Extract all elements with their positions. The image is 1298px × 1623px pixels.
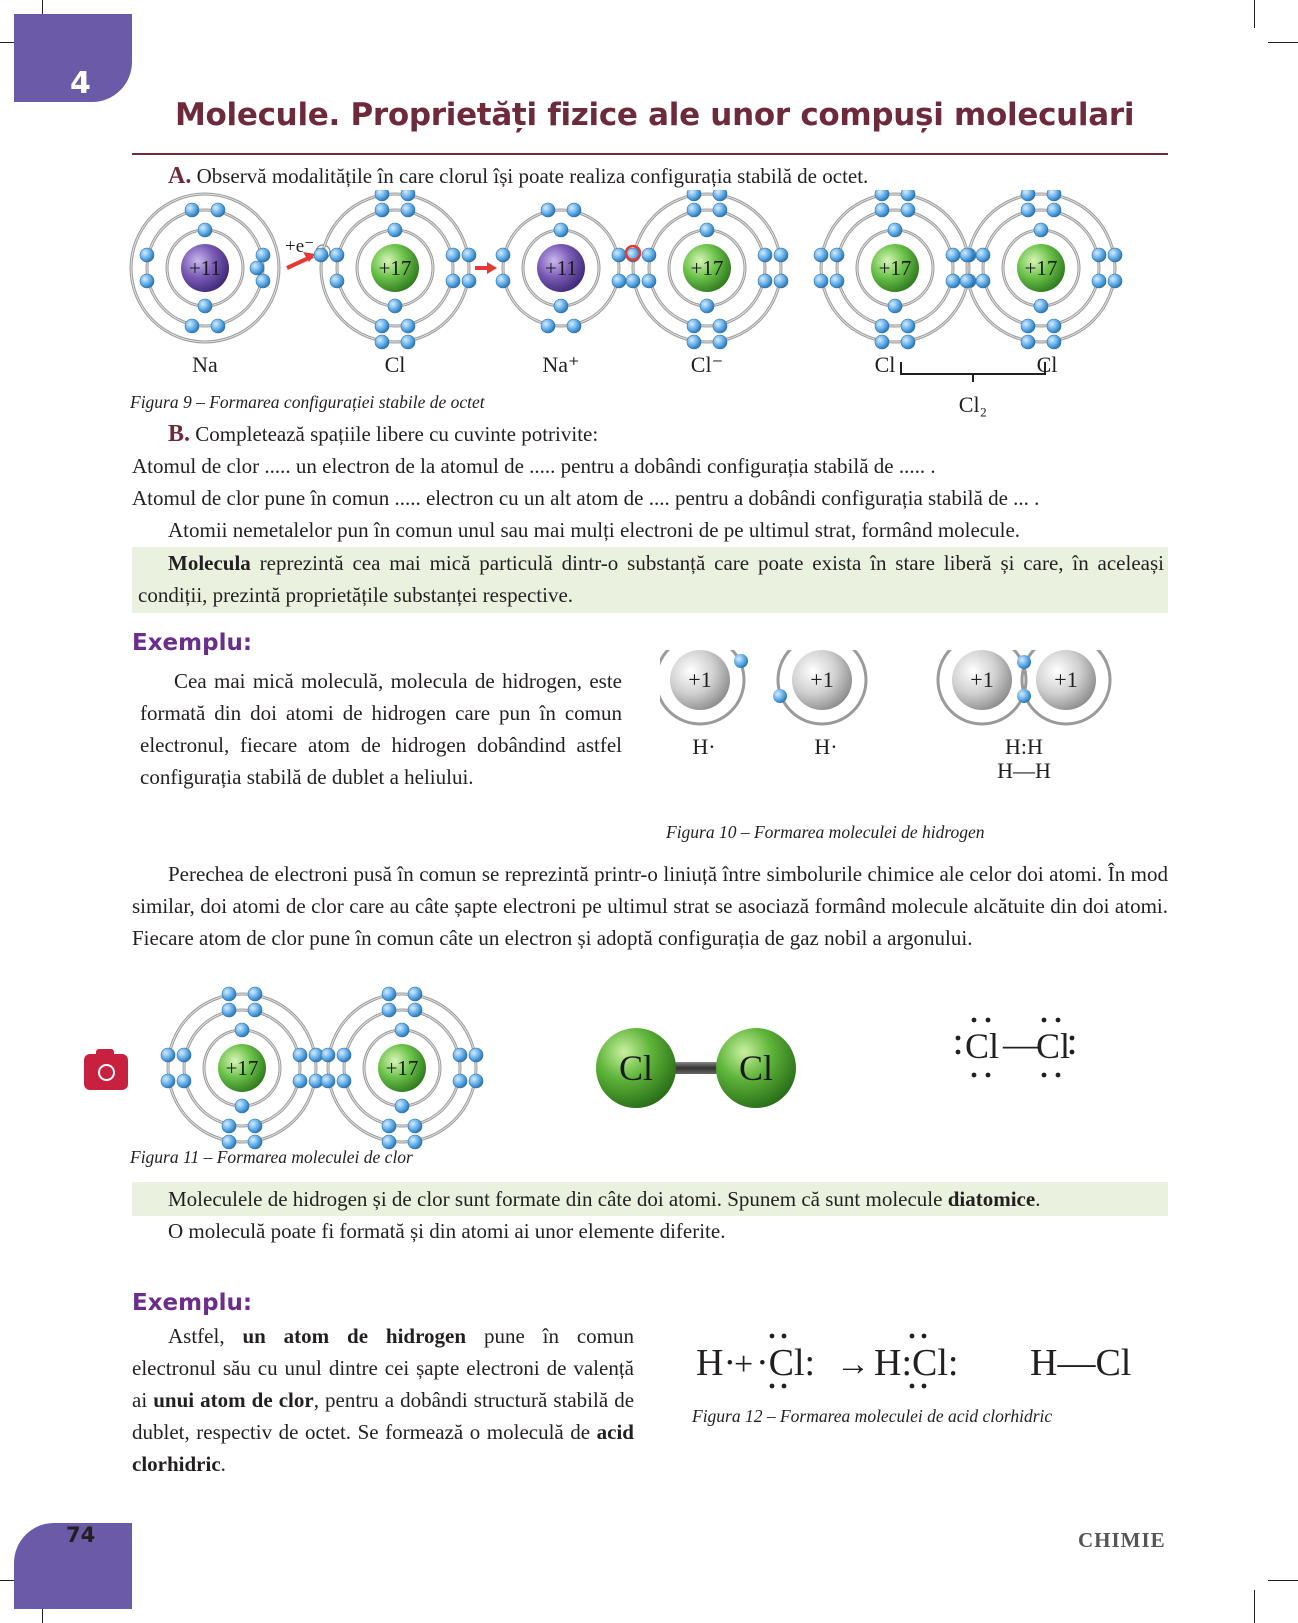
electron bbox=[1047, 335, 1061, 349]
electron bbox=[453, 1048, 467, 1062]
electron bbox=[375, 335, 389, 349]
molecule-bracket bbox=[901, 362, 1045, 382]
electron bbox=[496, 274, 510, 288]
electron bbox=[976, 274, 990, 288]
electron bbox=[375, 190, 389, 201]
nucleus-charge: +17 bbox=[690, 256, 724, 280]
electron bbox=[814, 248, 828, 262]
example-2-heading: Exemplu: bbox=[132, 1290, 253, 1316]
electron bbox=[700, 223, 714, 237]
electron bbox=[446, 248, 460, 262]
crop-mark bbox=[1268, 1580, 1298, 1581]
example-1-text: Cea mai mică moleculă, molecula de hidrogen, este formată din doi atomi de hidrogen care pun în comun electronul, fiecare atom de hidrogen dobândind astfel configurația stabilă de dublet a heliului. bbox=[140, 669, 622, 789]
electron bbox=[469, 1048, 483, 1062]
electron bbox=[946, 274, 960, 288]
lone-pair-dot bbox=[910, 1384, 915, 1389]
lewis-right-symbol: Cl bbox=[1036, 1026, 1071, 1066]
lone-pair-dot bbox=[972, 1018, 977, 1023]
exercise-line-2: Atomul de clor pune în comun ..... electron cu un alt atom de .... pentru a dobândi configurația stabilă de ... . bbox=[132, 486, 1040, 510]
diatomic-line-1 bbox=[168, 1183, 1040, 1215]
nucleus-charge: +17 bbox=[385, 1056, 419, 1080]
shared-electron bbox=[1017, 689, 1031, 703]
lone-pair-dot bbox=[770, 1334, 775, 1339]
electron bbox=[830, 248, 844, 262]
electron bbox=[888, 299, 902, 313]
nucleus-charge: +11 bbox=[188, 256, 222, 280]
crop-mark bbox=[1254, 1590, 1255, 1623]
electron bbox=[687, 190, 701, 201]
hydrogen-charge: +1 bbox=[970, 667, 994, 692]
electron bbox=[496, 248, 510, 262]
example-2-p2: pune în comun electronul său cu unul dintre cei șapte electroni de valență ai bbox=[132, 1324, 634, 1412]
electron bbox=[375, 203, 389, 217]
electron bbox=[1034, 299, 1048, 313]
lone-pair-dot bbox=[986, 1018, 991, 1023]
lone-pair-dot bbox=[1070, 1036, 1075, 1041]
nucleus-charge: +17 bbox=[878, 256, 912, 280]
example-2-b3: acid clorhidric bbox=[132, 1420, 634, 1476]
electron bbox=[293, 1048, 307, 1062]
atom-label: Cl⁻ bbox=[690, 352, 724, 377]
electron bbox=[1021, 190, 1035, 201]
figure-12-caption: Figura 12 – Formarea moleculei de acid clorhidric bbox=[692, 1406, 1053, 1426]
lone-pair-dot bbox=[782, 1384, 787, 1389]
electron bbox=[734, 654, 748, 668]
example-1-heading: Exemplu: bbox=[132, 630, 253, 656]
electron bbox=[395, 1099, 409, 1113]
electron-gain-label: +e⁻ bbox=[285, 236, 315, 257]
electron bbox=[248, 1003, 262, 1017]
electron bbox=[293, 1074, 307, 1088]
diatomic-term: diatomice bbox=[947, 1187, 1036, 1211]
electron bbox=[830, 274, 844, 288]
atom-label: Cl bbox=[874, 352, 896, 377]
lewis-structure-cl2 bbox=[956, 1018, 1075, 1078]
nucleus-charge: +11 bbox=[544, 256, 578, 280]
section-a-marker: A. bbox=[168, 163, 192, 189]
nucleus-charge: +17 bbox=[1024, 256, 1058, 280]
electron bbox=[612, 248, 626, 262]
electron bbox=[248, 987, 262, 1001]
electron bbox=[687, 203, 701, 217]
electron bbox=[626, 274, 640, 288]
electron bbox=[469, 1074, 483, 1088]
electron bbox=[408, 1119, 422, 1133]
electron bbox=[960, 248, 974, 262]
atom-label: Na bbox=[192, 352, 218, 377]
electron bbox=[1047, 190, 1061, 201]
figure-10-diagram bbox=[660, 650, 1180, 820]
crop-mark bbox=[1254, 0, 1255, 28]
lone-pair-dot bbox=[922, 1384, 927, 1389]
lone-pair-dot bbox=[1042, 1018, 1047, 1023]
electron bbox=[1021, 335, 1035, 349]
electron bbox=[1108, 274, 1122, 288]
figure-11-caption: Figura 11 – Formarea moleculei de clor bbox=[130, 1147, 413, 1167]
electron bbox=[235, 1023, 249, 1037]
diatomic-end: . bbox=[1035, 1187, 1041, 1211]
example-2-b2: unui atom de clor bbox=[153, 1388, 314, 1412]
electron bbox=[700, 299, 714, 313]
electron bbox=[330, 274, 344, 288]
electron bbox=[541, 203, 555, 217]
electron bbox=[185, 319, 199, 333]
atom-label: Cl bbox=[1036, 352, 1058, 377]
electron bbox=[567, 203, 581, 217]
section-b-marker: B. bbox=[168, 421, 191, 447]
camera-icon[interactable] bbox=[84, 1054, 128, 1090]
example-2-text bbox=[132, 1320, 634, 1480]
electron bbox=[875, 203, 889, 217]
electron bbox=[1092, 248, 1106, 262]
h2-bond-label: H—H bbox=[997, 758, 1051, 783]
ball-label-left: Cl bbox=[618, 1048, 654, 1088]
electron bbox=[758, 274, 772, 288]
electron bbox=[222, 1003, 236, 1017]
electron bbox=[401, 190, 415, 201]
electron-pair-paragraph: Perechea de electroni pusă în comun se reprezintă printr-o liniuță între simbolurile chimice ale celor doi atomi. În mod similar, doi atomi de clor care au câte șapte electroni pe ultimul strat se asociază formând molecule alcătuite din doi atomi. Fiecare atom de clor pune în comun câte un electron și adoptă configurația de gaz nobil a argonului. bbox=[132, 862, 1168, 950]
electron bbox=[235, 1099, 249, 1113]
electron bbox=[960, 274, 974, 288]
lone-pair-dot bbox=[922, 1334, 927, 1339]
lewis-bond: — bbox=[1003, 1024, 1039, 1064]
example-2-b1: un atom de hidrogen bbox=[242, 1324, 467, 1348]
electron bbox=[875, 190, 889, 201]
page-title: Molecule. Proprietăți fizice ale unor compuși moleculari bbox=[175, 97, 1135, 133]
section-a bbox=[168, 160, 868, 192]
example-2-p4: . bbox=[220, 1452, 226, 1476]
section-b bbox=[168, 418, 598, 450]
electron bbox=[321, 1048, 335, 1062]
electron bbox=[901, 203, 915, 217]
electron bbox=[177, 1074, 191, 1088]
electron bbox=[462, 274, 476, 288]
atom-label: Na⁺ bbox=[542, 352, 580, 377]
electron bbox=[567, 319, 581, 333]
lone-pair-dot bbox=[782, 1334, 787, 1339]
h-dot-label: H· bbox=[692, 734, 716, 759]
shared-electron bbox=[1017, 655, 1031, 669]
crop-mark bbox=[1268, 42, 1298, 43]
electron bbox=[401, 203, 415, 217]
electron bbox=[401, 335, 415, 349]
electron bbox=[382, 1003, 396, 1017]
electron bbox=[330, 248, 344, 262]
hydrogen-charge: +1 bbox=[810, 667, 834, 692]
electron bbox=[901, 335, 915, 349]
electron bbox=[1021, 319, 1035, 333]
electron bbox=[185, 203, 199, 217]
electron bbox=[1108, 248, 1122, 262]
h2-lewis-label: H:H bbox=[1005, 734, 1043, 759]
electron bbox=[541, 319, 555, 333]
electron bbox=[388, 223, 402, 237]
lone-pair-dot bbox=[1056, 1073, 1061, 1078]
electron bbox=[446, 274, 460, 288]
electron bbox=[408, 987, 422, 1001]
h-dot-label: H· bbox=[814, 734, 838, 759]
lone-pair-dot bbox=[956, 1050, 961, 1055]
electron bbox=[321, 1074, 335, 1088]
figure-9-caption: Figura 9 – Formarea configurației stabile de octet bbox=[130, 392, 485, 412]
hcl-arrow: → bbox=[836, 1346, 870, 1383]
electron bbox=[140, 248, 154, 262]
lone-pair-dot bbox=[1056, 1018, 1061, 1023]
electron bbox=[875, 319, 889, 333]
electron bbox=[1047, 319, 1061, 333]
electron bbox=[388, 299, 402, 313]
electron bbox=[462, 248, 476, 262]
nucleus-charge: +17 bbox=[225, 1056, 259, 1080]
lone-pair-dot bbox=[986, 1073, 991, 1078]
electron bbox=[1034, 223, 1048, 237]
electron bbox=[946, 248, 960, 262]
definition-term: Molecula bbox=[168, 551, 251, 575]
electron bbox=[222, 987, 236, 1001]
transition-arrow-head bbox=[487, 262, 497, 274]
definition-text: reprezintă cea mai mică particulă dintr-o substanță care poate exista în stare liberă și care, în aceleași condiții, prezintă proprietățile substanței respective. bbox=[138, 551, 1164, 607]
electron bbox=[161, 1074, 175, 1088]
electron bbox=[554, 223, 568, 237]
electron bbox=[395, 1023, 409, 1037]
electron bbox=[713, 203, 727, 217]
electron bbox=[875, 335, 889, 349]
electron bbox=[1021, 203, 1035, 217]
diatomic-text: Moleculele de hidrogen și de clor sunt formate din câte doi atomi. Spunem că sunt molecule bbox=[168, 1187, 948, 1211]
hydrogen-charge: +1 bbox=[688, 667, 712, 692]
section-b-text: Completează spațiile libere cu cuvinte potrivite: bbox=[195, 422, 599, 446]
electron bbox=[453, 1074, 467, 1088]
example-2-p1: Astfel, bbox=[168, 1324, 243, 1348]
hcl-product-bond: H—Cl bbox=[1030, 1342, 1132, 1384]
electron bbox=[687, 335, 701, 349]
subject-footer: CHIMIE bbox=[1078, 1528, 1166, 1552]
electron bbox=[713, 335, 727, 349]
lone-pair-dot bbox=[910, 1334, 915, 1339]
definition-box bbox=[138, 547, 1164, 611]
lone-pair-dot bbox=[770, 1384, 775, 1389]
electron bbox=[774, 274, 788, 288]
electron bbox=[774, 248, 788, 262]
exercise-line-1: Atomul de clor ..... un electron de la atomul de ..... pentru a dobândi configurația stabilă de ..... . bbox=[132, 454, 936, 478]
diatomic-line-2: O moleculă poate fi formată și din atomi ai unor elemente diferite. bbox=[168, 1219, 726, 1243]
ball-label-right: Cl bbox=[738, 1048, 774, 1088]
lone-pair-dot bbox=[1070, 1050, 1075, 1055]
electron bbox=[314, 248, 328, 262]
molecule-label: Cl₂ bbox=[958, 392, 988, 417]
electron bbox=[401, 319, 415, 333]
electron bbox=[382, 1119, 396, 1133]
electron bbox=[248, 1119, 262, 1133]
hcl-product-lewis: H:Cl: bbox=[874, 1342, 959, 1384]
electron bbox=[382, 987, 396, 1001]
electron bbox=[758, 248, 772, 262]
electron bbox=[612, 274, 626, 288]
electron bbox=[337, 1074, 351, 1088]
electron bbox=[642, 274, 656, 288]
electron bbox=[408, 1003, 422, 1017]
electron bbox=[211, 203, 225, 217]
electron bbox=[888, 223, 902, 237]
nonmetals-paragraph: Atomii nemetalelor pun în comun unul sau mai mulți electroni de pe ultimul strat, formând molecule. bbox=[168, 518, 1021, 542]
chapter-number: 4 bbox=[70, 66, 91, 101]
lewis-left-symbol: Cl bbox=[965, 1026, 1000, 1066]
electron bbox=[773, 689, 787, 703]
electron bbox=[337, 1048, 351, 1062]
nucleus-charge: +17 bbox=[378, 256, 412, 280]
electron bbox=[901, 190, 915, 201]
section-a-text: Observă modalitățile în care clorul își poate realiza configurația stabilă de octet. bbox=[196, 164, 869, 188]
electron bbox=[901, 319, 915, 333]
lone-pair-dot bbox=[956, 1036, 961, 1041]
electron bbox=[976, 248, 990, 262]
electron bbox=[256, 274, 270, 288]
electron bbox=[554, 299, 568, 313]
electron bbox=[642, 248, 656, 262]
electron bbox=[198, 299, 212, 313]
lone-pair-dot bbox=[1042, 1073, 1047, 1078]
hcl-reactant-cl: ·Cl: bbox=[756, 1342, 816, 1384]
lone-pair-dot bbox=[972, 1073, 977, 1078]
figure-10-caption: Figura 10 – Formarea moleculei de hidrogen bbox=[666, 822, 985, 842]
electron bbox=[814, 274, 828, 288]
example-2-p3: , pentru a dobândi structură stabilă de dublet, respectiv de octet. Se formează o moleculă de bbox=[132, 1388, 635, 1444]
electron bbox=[1047, 203, 1061, 217]
electron bbox=[256, 248, 270, 262]
electron bbox=[713, 190, 727, 201]
electron bbox=[211, 319, 225, 333]
electron bbox=[222, 1119, 236, 1133]
electron bbox=[1092, 274, 1106, 288]
figure-12-diagram bbox=[690, 1320, 1160, 1400]
hcl-plus: + bbox=[734, 1346, 754, 1383]
atom-label: Cl bbox=[384, 352, 406, 377]
electron bbox=[198, 223, 212, 237]
figure-11-diagram bbox=[150, 980, 1100, 1170]
electron bbox=[687, 319, 701, 333]
electron bbox=[250, 261, 264, 275]
electron bbox=[140, 274, 154, 288]
electron bbox=[161, 1048, 175, 1062]
electron bbox=[177, 1048, 191, 1062]
hcl-reactant-h: H· bbox=[696, 1342, 737, 1384]
hydrogen-charge: +1 bbox=[1054, 667, 1078, 692]
title-divider bbox=[132, 153, 1168, 155]
page-number: 74 bbox=[66, 1523, 96, 1547]
electron bbox=[375, 319, 389, 333]
electron bbox=[713, 319, 727, 333]
